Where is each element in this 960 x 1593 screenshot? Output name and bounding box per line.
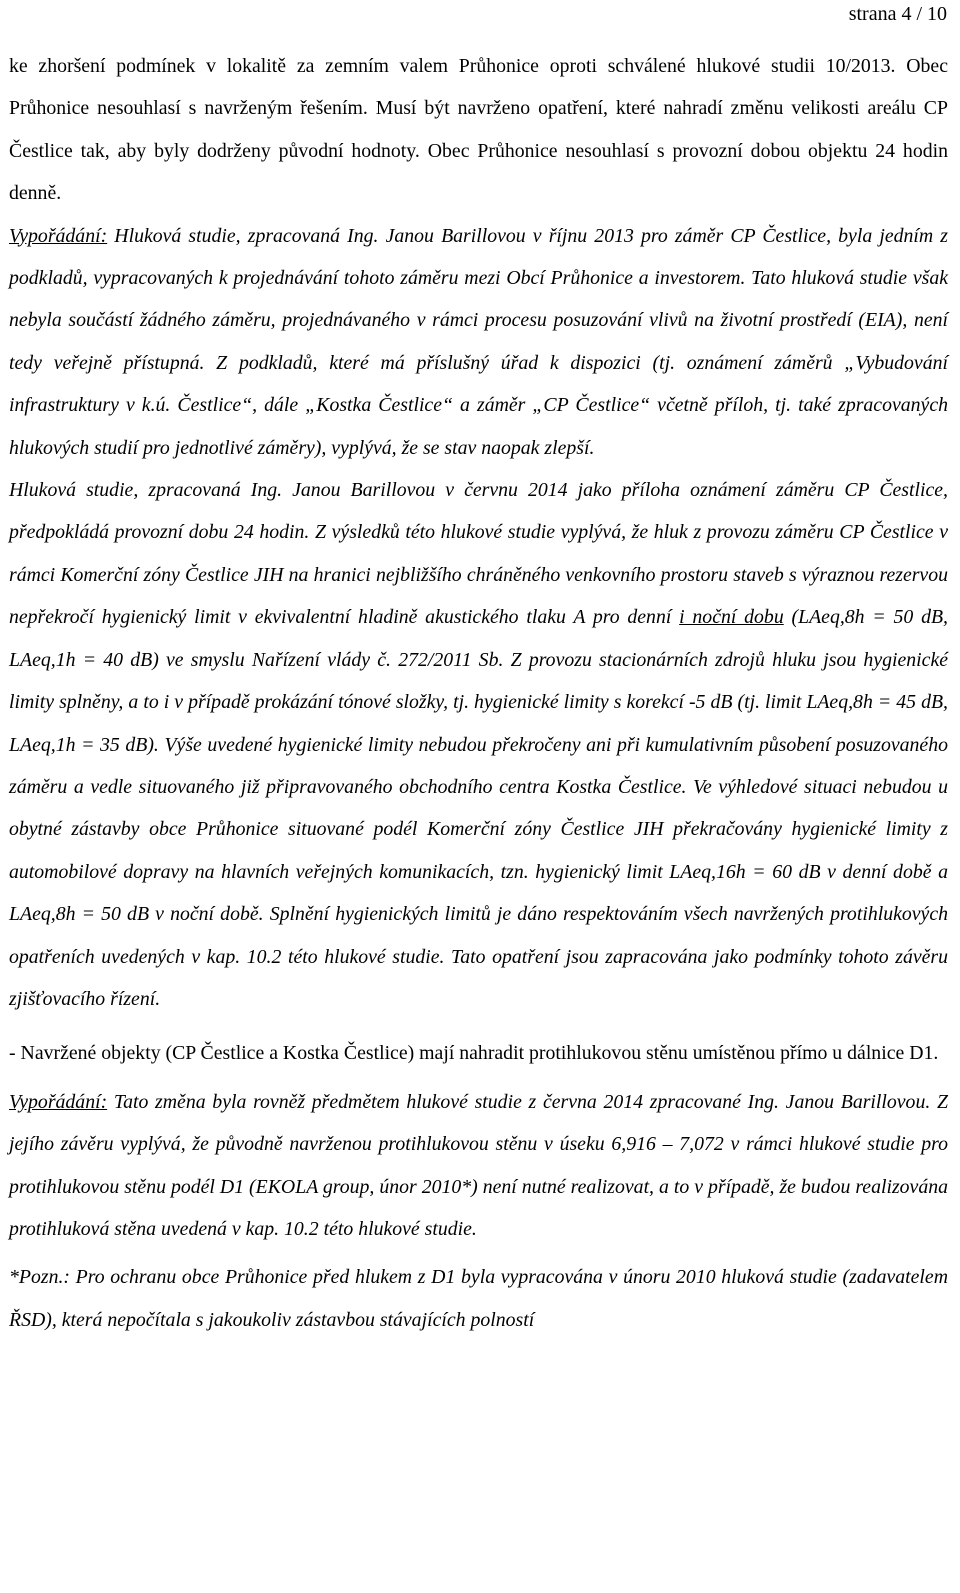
paragraph-settlement-2 [9,1081,948,1251]
settlement-label: Vypořádání: [9,1090,108,1113]
paragraph-text: (LAeq,8h = 50 dB, LAeq,1h = 40 dB) ve smyslu Nařízení vlády č. 272/2011 Sb. Z provozu stacionárních zdrojů hluku jsou hygienické limity splněny, a to i v případě prokázání tónové složky, tj. hygienické limity s korekcí -5 dB (tj. limit LAeq,8h = 45 dB, LAeq,1h = 35 dB). Výše uvedené hygienické limity nebudou překročeny ani při kumulativním působení posuzovaného záměru a vedle situovaného již připravovaného obchodního centra Kostka Čestlice. Ve výhledové situaci nebudou u obytné zástavby obce Průhonice situované podél Komerční zóny Čestlice JIH překračovány hygienické limity z automobilové dopravy na hlavních veřejných komunikacích, tzn. hygienický limit LAeq,16h = 60 dB v denní době a LAeq,8h = 50 dB v noční době. Splnění hygienických limitů je dáno respektováním všech navržených protihlukových opatřeních uvedených v kap. 10.2 této hlukové studie. Tato opatření jsou zapracována jako podmínky tohoto závěru zjišťovacího řízení. [9,606,948,1010]
paragraph-noise-study [9,469,948,1020]
paragraph-text: Hluková studie, zpracovaná Ing. Janou Barillovou v říjnu 2013 pro záměr CP Čestlice, byla jedním z podkladů, vypracovaných k projednávání tohoto záměru mezi Obcí Průhonice a investorem. Tato hluková studie však nebyla součástí žádného záměru, projednávaného v rámci procesu posuzování vlivů na životní prostředí (EIA), není tedy veřejně přístupná. Z podkladů, které má příslušný úřad k dispozici (tj. oznámení záměrů „Vybudování infrastruktury v k.ú. Čestlice“, dále „Kostka Čestlice“ a záměr „CP Čestlice“ včetně příloh, tj. také zpracovaných hlukových studií pro jednotlivé záměry), vyplývá, že se stav naopak zlepší. [9,224,948,459]
paragraph-objection-barrier [9,1032,948,1074]
paragraph-text: Hluková studie, zpracovaná Ing. Janou Barillovou v červnu 2014 jako příloha oznámení záměru CP Čestlice, předpokládá provozní dobu 24 hodin. Z výsledků této hlukové studie vyplývá, že hluk z provozu záměru CP Čestlice v rámci Komerční zóny Čestlice JIH na hranici nejbližšího chráněného venkovního prostoru staveb s výraznou rezervou nepřekročí hygienický limit v ekvivalentní hladině akustického tlaku A pro denní [9,479,948,629]
paragraph-text: ke zhoršení podmínek v lokalitě za zemním valem Průhonice oproti schválené hlukové studii 10/2013. Obec Průhonice nesouhlasí s navrženým řešením. Musí být navrženo opatření, které nahradí změnu velikosti areálu CP Čestlice tak, aby byly dodrženy původní hodnoty. Obec Průhonice nesouhlasí s provozní dobou objektu 24 hodin denně. [9,55,948,205]
paragraph-settlement-1 [9,215,948,469]
paragraph-text: *Pozn.: Pro ochranu obce Průhonice před hlukem z D1 byla vypracována v únoru 2010 hluková studie (zadavatelem ŘSD), která nepočítala s jakoukoliv zástavbou stávajících polností [9,1266,948,1331]
paragraph-footnote [9,1256,948,1341]
paragraph-text: Tato změna byla rovněž předmětem hlukové studie z června 2014 zpracované Ing. Janou Barillovou. Z jejího závěru vyplývá, že původně navrženou protihlukovou stěnu v úseku 6,916 – 7,072 v rámci hlukové studie pro protihlukovou stěnu podél D1 (EKOLA group, únor 2010*) není nutné realizovat, a to v případě, že budou realizována protihluková stěna uvedená v kap. 10.2 této hlukové studie. [9,1090,948,1240]
document-body [9,45,948,1341]
settlement-label: Vypořádání: [9,224,108,247]
paragraph-objection-continued [9,45,948,215]
underlined-phrase: i noční dobu [679,606,784,629]
page-number: strana 4 / 10 [848,3,947,25]
paragraph-text: - Navržené objekty (CP Čestlice a Kostka Čestlice) mají nahradit protihlukovou stěnu umístěnou přímo u dálnice D1. [9,1042,939,1065]
